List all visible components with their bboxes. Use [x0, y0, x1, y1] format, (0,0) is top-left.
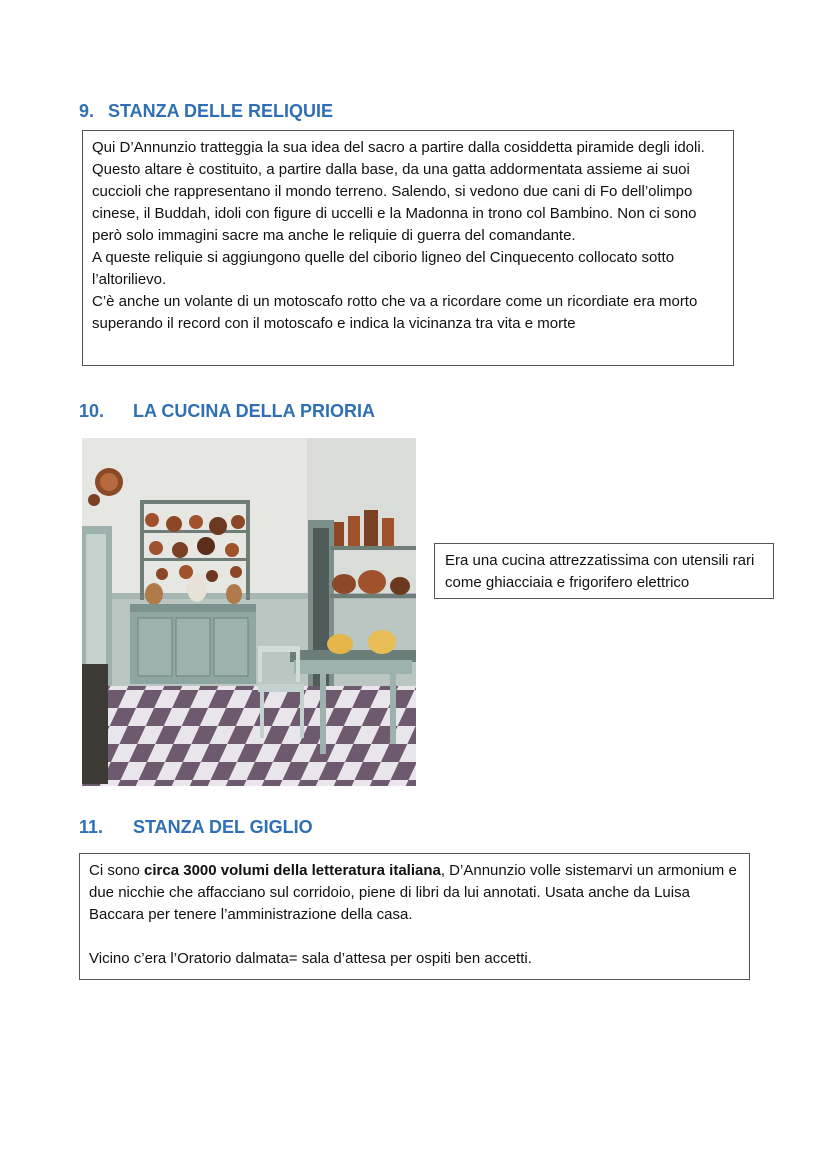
kitchen-photo: [82, 438, 416, 786]
section-9-heading: [79, 101, 333, 122]
section-11-p1-bold: circa 3000 volumi della letteratura italiana: [144, 862, 441, 879]
section-9-title: STANZA DELLE RELIQUIE: [108, 101, 334, 121]
section-9-paragraph-3: C’è anche un volante di un motoscafo rotto che va a ricordare come un ricordiate era morto superando il record con il motoscafo e indica la vicinanza tra vita e morte: [92, 293, 698, 332]
section-11-paragraph-1: [89, 860, 740, 926]
section-9-number: 9.: [79, 101, 95, 121]
section-10-caption: Era una cucina attrezzatissima con utensili rari come ghiacciaia e frigorifero elettrico: [445, 552, 755, 591]
section-10-heading: [79, 401, 375, 422]
section-10-caption-box: [434, 543, 774, 599]
section-11-number: 11.: [79, 817, 104, 837]
section-11-p1-post: , D’Annunzio volle sistemarvi un armonium e due nicchie che affacciano sul corridoio, piene di libri da lui annotati. Usata anche da Luisa Baccara per tenere l’amministrazione della casa.: [89, 862, 737, 923]
section-11-title: STANZA DEL GIGLIO: [133, 817, 313, 837]
section-9-paragraph-1: Qui D’Annunzio tratteggia la sua idea del sacro a partire dalla cosiddetta piramide degli idoli. Questo altare è costituito, a partire dalla base, da una gatta addormentata assieme ai suoi cuccioli che rappresentano il mondo terreno. Salendo, si vedono due cani di Fo dell’olimpo cinese, il Buddah, idoli con figure di uccelli e la Madonna in trono col Bambino. Non ci sono però solo immagini sacre ma anche le reliquie di guerra del comandante.: [92, 139, 705, 244]
section-10-number: 10.: [79, 401, 105, 421]
section-11-textbox: [79, 853, 750, 980]
section-9-textbox: [82, 130, 734, 366]
section-10-title: LA CUCINA DELLA PRIORIA: [133, 401, 376, 421]
section-11-heading: [79, 817, 313, 838]
section-11-paragraph-2: Vicino c’era l’Oratorio dalmata= sala d’attesa per ospiti ben accetti.: [89, 950, 532, 967]
section-11-p1-pre: Ci sono: [89, 862, 145, 879]
section-9-paragraph-2: A queste reliquie si aggiungono quelle del ciborio ligneo del Cinquecento collocato sotto l’altorilievo.: [92, 249, 675, 288]
